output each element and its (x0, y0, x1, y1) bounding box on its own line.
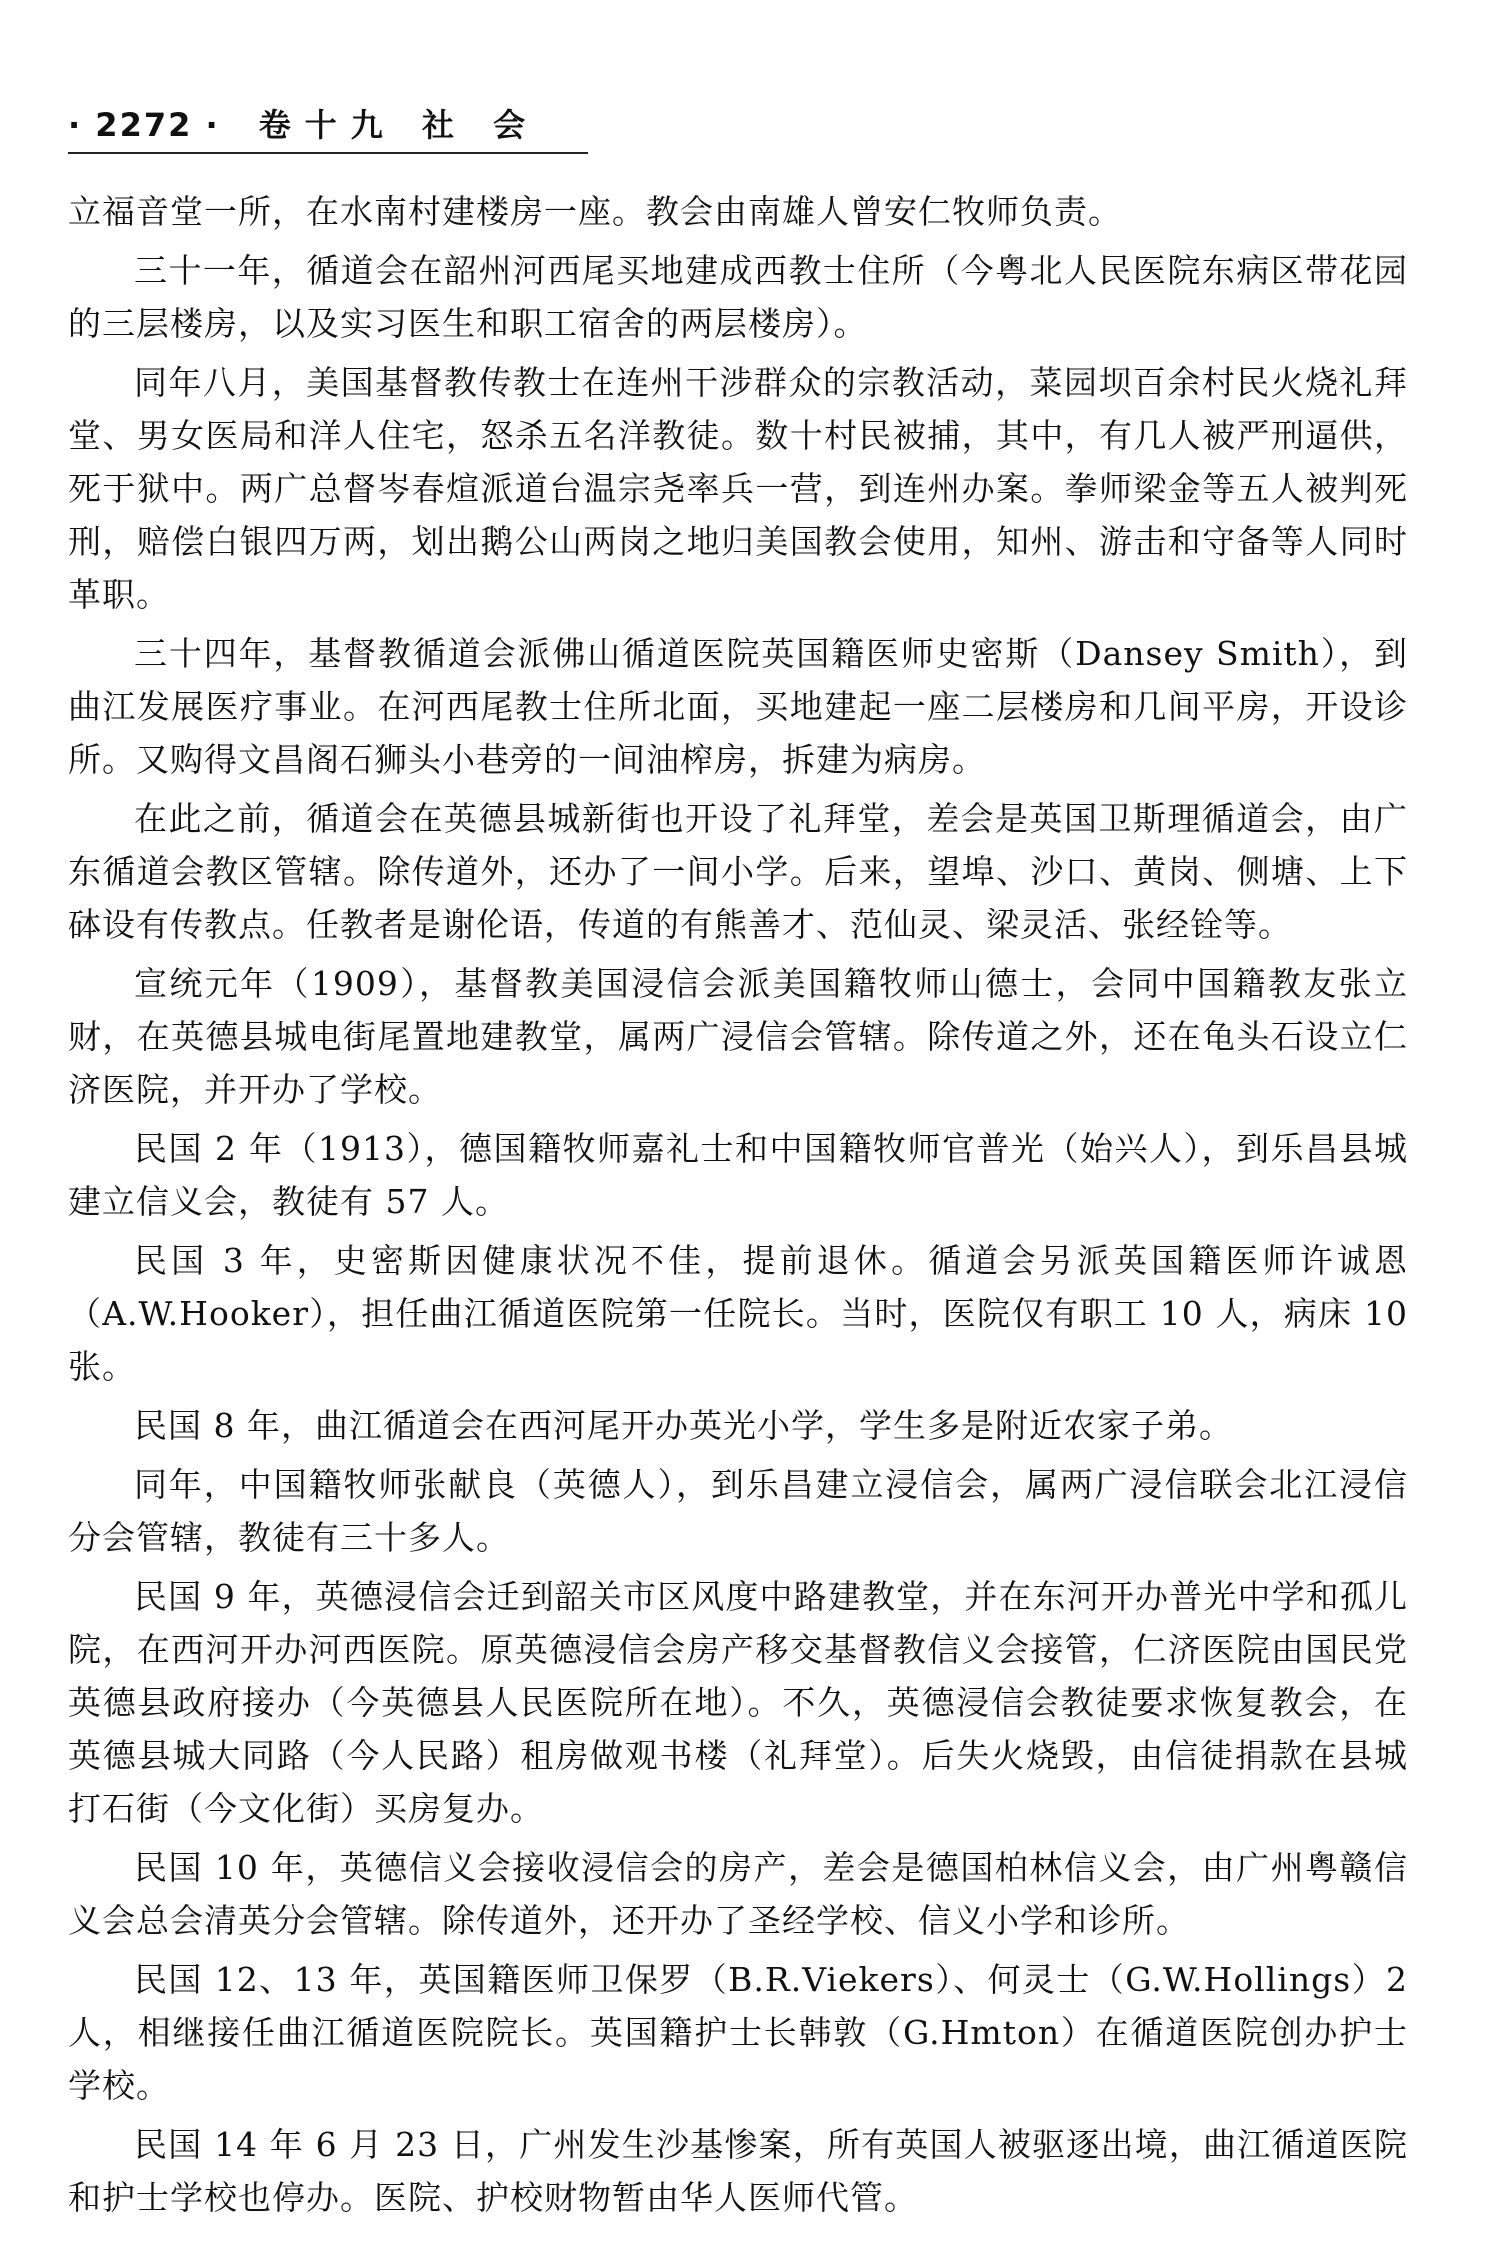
paragraph: 民国 12、13 年，英国籍医师卫保罗（B.R.Viekers）、何灵士（G.W.Hollings）2 人，相继接任曲江循道医院院长。英国籍护士长韩敦（G.Hmton）在循道医院创办护士学校。 (68, 1960, 1408, 2105)
paragraph: 同年八月，美国基督教传教士在连州干涉群众的宗教活动，菜园坝百余村民火烧礼拜堂、男女医局和洋人住宅，怒杀五名洋教徒。数十村民被捕，其中，有几人被严刑逼供，死于狱中。两广总督岑春煊派道台温宗尧率兵一营，到连州办案。拳师梁金等五人被判死刑，赔偿白银四万两，划出鹅公山两岗之地归美国教会使用，知州、游击和守备等人同时革职。 (68, 363, 1408, 614)
paragraph: 民国 14 年 6 月 23 日，广州发生沙基惨案，所有英国人被驱逐出境，曲江循道医院和护士学校也停办。医院、护校财物暂由华人医师代管。 (68, 2125, 1408, 2217)
page-header (68, 100, 539, 146)
paragraph: 宣统元年（1909），基督教美国浸信会派美国籍牧师山德士，会同中国籍教友张立财，在英德县城电街尾置地建教堂，属两广浸信会管辖。除传道之外，还在龟头石设立仁济医院，并开办了学校。 (68, 964, 1408, 1109)
paragraph: 民国 8 年，曲江循道会在西河尾开办英光小学，学生多是附近农家子弟。 (134, 1406, 1233, 1445)
paragraph: 三十四年，基督教循道会派佛山循道医院英国籍医师史密斯（Dansey Smith），到曲江发展医疗事业。在河西尾教士住所北面，买地建起一座二层楼房和几间平房，开设诊所。又购得文昌阁石狮头小巷旁的一间油榨房，拆建为病房。 (68, 634, 1408, 779)
paragraph: 三十一年，循道会在韶州河西尾买地建成西教士住所（今粤北人民医院东病区带花园的三层楼房，以及实习医生和职工宿舍的两层楼房）。 (68, 251, 1408, 343)
paragraph: 在此之前，循道会在英德县城新街也开设了礼拜堂，差会是英国卫斯理循道会，由广东循道会教区管辖。除传道外，还办了一间小学。后来，望埠、沙口、黄岗、侧塘、上下砵设有传教点。任教者是谢伦语，传道的有熊善才、范仙灵、梁灵活、张经铨等。 (68, 799, 1408, 944)
paragraph: 同年，中国籍牧师张献良（英德人），到乐昌建立浸信会，属两广浸信联会北江浸信分会管辖，教徒有三十多人。 (68, 1465, 1408, 1557)
paragraph: 民国 10 年，英德信义会接收浸信会的房产，差会是德国柏林信义会，由广州粤赣信义会总会清英分会管辖。除传道外，还开办了圣经学校、信义小学和诊所。 (68, 1848, 1408, 1940)
paragraph: 立福音堂一所，在水南村建楼房一座。教会由南雄人曾安仁牧师负责。 (68, 192, 1122, 231)
page-number: · 2272 · (68, 106, 220, 144)
paragraph: 民国 2 年（1913），德国籍牧师嘉礼士和中国籍牧师官普光（始兴人），到乐昌县城建立信义会，教徒有 57 人。 (68, 1129, 1408, 1221)
body-text (68, 185, 1408, 2230)
section-title: 卷十九 社 会 (258, 106, 540, 144)
paragraph: 民国 9 年，英德浸信会迁到韶关市区风度中路建教堂，并在东河开办普光中学和孤儿院，在西河开办河西医院。原英德浸信会房产移交基督教信义会接管，仁济医院由国民党英德县政府接办（今英德县人民医院所在地）。不久，英德浸信会教徒要求恢复教会，在英德县城大同路（今人民路）租房做观书楼（礼拜堂）。后失火烧毁，由信徒捐款在县城打石街（今文化街）买房复办。 (68, 1577, 1408, 1828)
paragraph: 民国 3 年，史密斯因健康状况不佳，提前退休。循道会另派英国籍医师许诚恩（A.W.Hooker），担任曲江循道医院第一任院长。当时，医院仅有职工 10 人，病床 10 张。 (68, 1241, 1408, 1386)
header-rule (68, 152, 588, 154)
